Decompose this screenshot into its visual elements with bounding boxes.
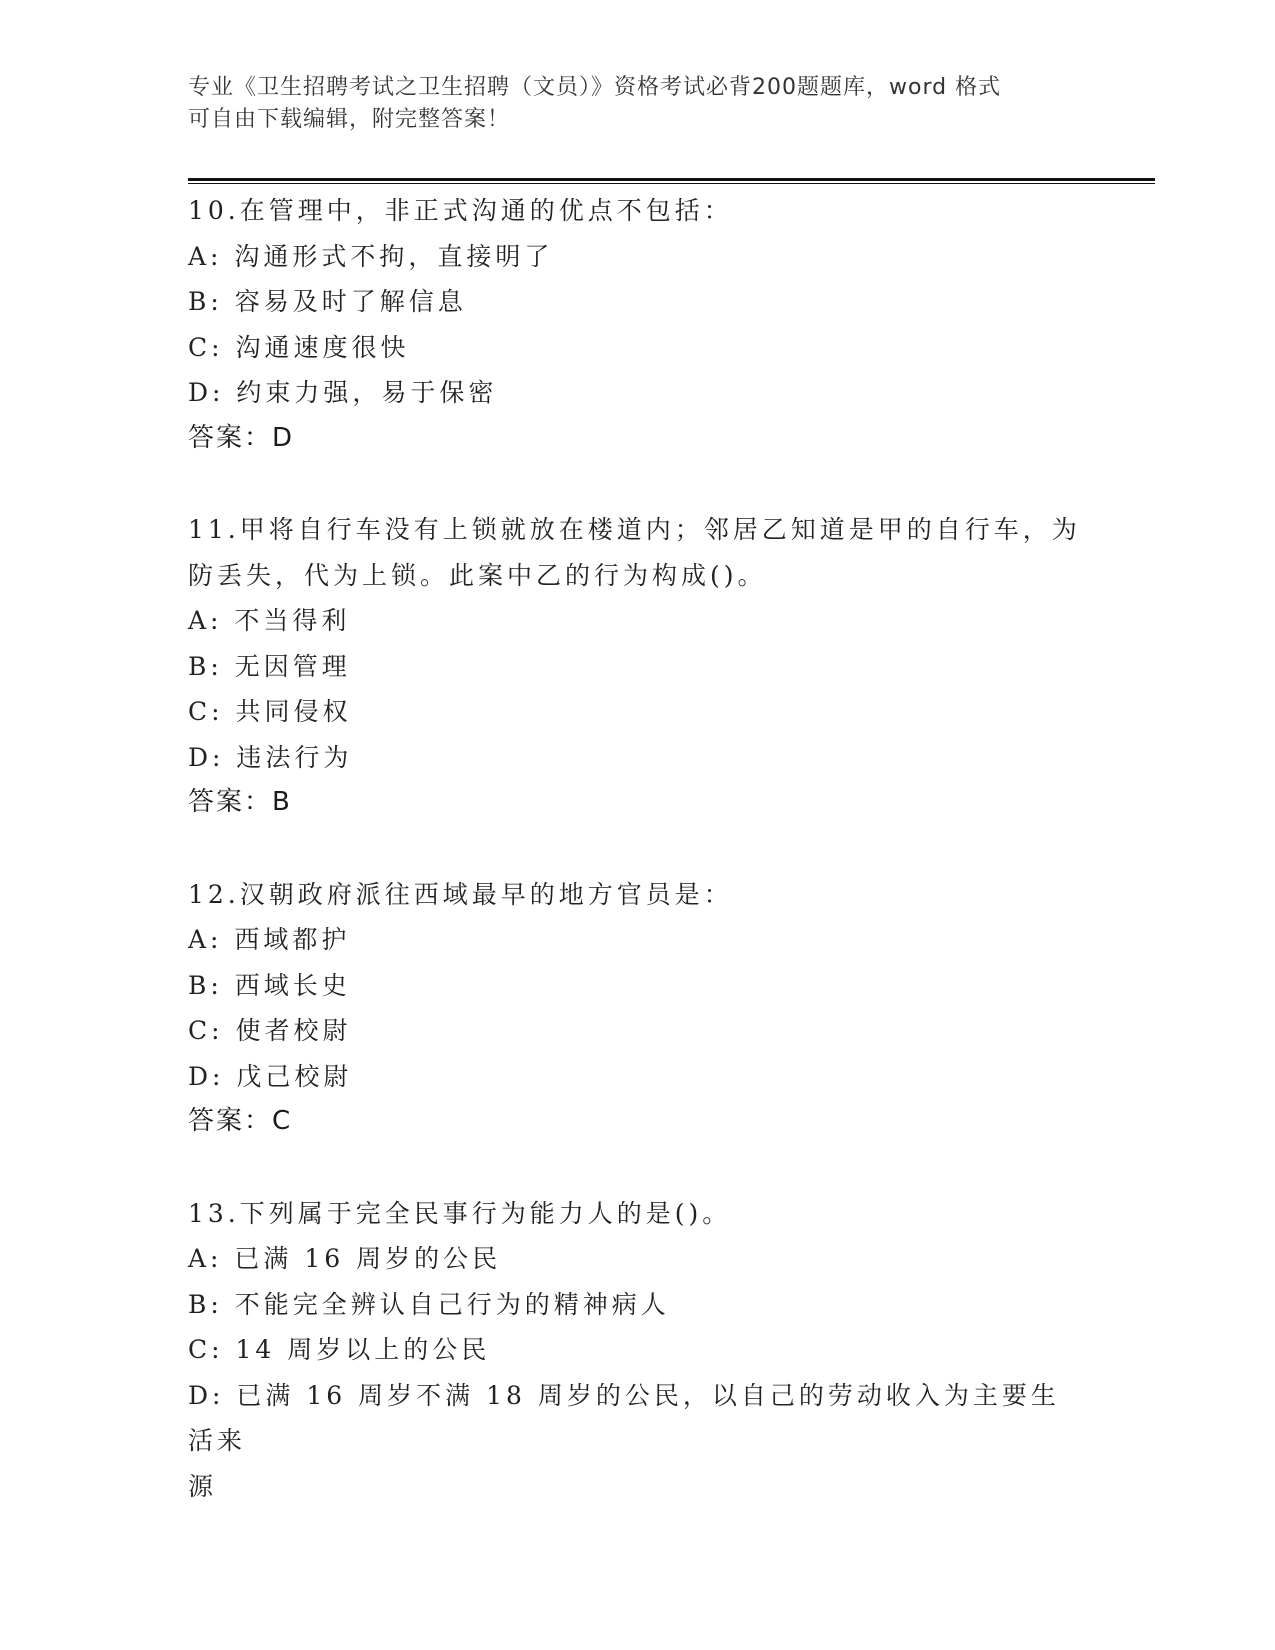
question-stem: 10.在管理中，非正式沟通的优点不包括： bbox=[188, 196, 733, 225]
option-c: C: 使者校尉 bbox=[188, 1016, 352, 1045]
question-13 bbox=[188, 1191, 1088, 1510]
option-b: B: 不能完全辨认自己行为的精神病人 bbox=[188, 1289, 670, 1319]
option-d: D: 违法行为 bbox=[188, 742, 353, 772]
question-stem: 12.汉朝政府派往西域最早的地方官员是： bbox=[188, 879, 733, 909]
answer-label: 答案：D bbox=[188, 422, 295, 453]
option-c: C: 共同侵权 bbox=[188, 697, 352, 726]
option-b: B: 容易及时了解信息 bbox=[188, 287, 467, 316]
question-11 bbox=[188, 507, 1088, 826]
question-stem: 11.甲将自行车没有上锁就放在楼道内；邻居乙知道是甲的自行车，为 bbox=[188, 515, 1081, 544]
header-line-1: 专业《卫生招聘考试之卫生招聘（文员）》资格考试必背200题题库，word 格式 bbox=[188, 75, 1002, 100]
question-10 bbox=[188, 188, 1088, 461]
answer-label: 答案：C bbox=[188, 1106, 293, 1136]
option-a: A: 不当得利 bbox=[188, 606, 351, 635]
question-12 bbox=[188, 872, 1088, 1145]
question-stem-continued: 防丢失，代为上锁。此案中乙的行为构成()。 bbox=[188, 560, 767, 590]
header-divider-thin bbox=[188, 183, 1155, 184]
option-a: A: 已满 16 周岁的公民 bbox=[188, 1244, 502, 1273]
option-d-continued: 源 bbox=[188, 1471, 218, 1501]
document-header bbox=[188, 72, 1078, 136]
answer-label: 答案：B bbox=[188, 787, 292, 817]
option-a: A: 西域都护 bbox=[188, 925, 351, 954]
option-b: B: 西域长史 bbox=[188, 970, 351, 1000]
header-divider-thick bbox=[188, 178, 1155, 181]
option-a: A: 沟通形式不拘，直接明了 bbox=[188, 241, 554, 271]
option-c: C: 14 周岁以上的公民 bbox=[188, 1335, 491, 1364]
question-list bbox=[188, 188, 1088, 1555]
option-c: C: 沟通速度很快 bbox=[188, 332, 410, 362]
header-line-2: 可自由下载编辑，附完整答案！ bbox=[188, 107, 511, 132]
option-d: D: 已满 16 周岁不满 18 周岁的公民，以自己的劳动收入为主要生活来 bbox=[188, 1380, 1060, 1455]
option-d: D: 戊己校尉 bbox=[188, 1061, 353, 1091]
option-b: B: 无因管理 bbox=[188, 651, 351, 681]
option-d: D: 约束力强，易于保密 bbox=[188, 378, 498, 407]
question-stem: 13.下列属于完全民事行为能力人的是()。 bbox=[188, 1198, 732, 1228]
